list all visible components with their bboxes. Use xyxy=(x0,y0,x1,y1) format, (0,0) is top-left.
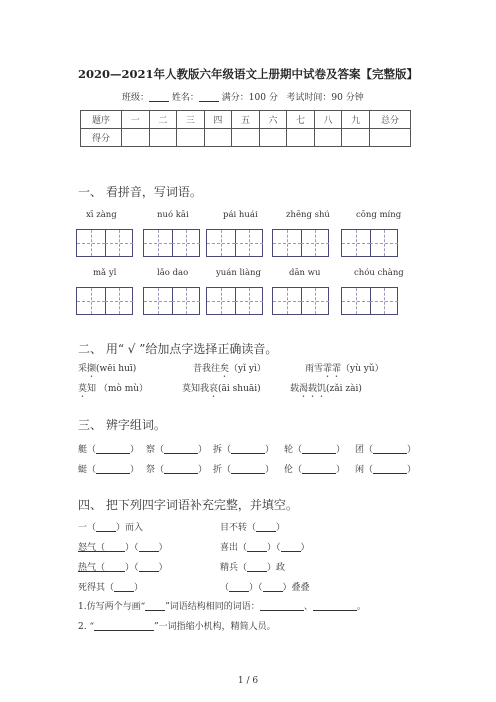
answer-blank[interactable] xyxy=(313,600,357,611)
score-header-cell: 八 xyxy=(314,111,342,129)
idiom-text: 一（ xyxy=(78,523,97,533)
page-number: 1 / 6 xyxy=(237,676,259,686)
item-options: 知 （mò mù） xyxy=(87,384,149,394)
question-text: 。 xyxy=(356,602,366,612)
writing-grid[interactable] xyxy=(143,287,200,315)
idiom-item[interactable] xyxy=(220,580,310,593)
item-options: (āi shuāi) xyxy=(218,384,261,394)
reading-item[interactable] xyxy=(78,381,148,400)
question-text: ”词语结构相同的词语： xyxy=(165,602,260,612)
idiom-text: 死得其（ xyxy=(78,583,115,593)
score-header-cell: 五 xyxy=(232,111,260,129)
item-text: 雨雪 xyxy=(305,364,324,374)
char-item[interactable]: 拆（ ） xyxy=(213,445,275,455)
writing-grid[interactable] xyxy=(143,229,200,257)
char: 蜓 xyxy=(78,465,88,475)
score-cell[interactable] xyxy=(314,129,342,147)
char: 折 xyxy=(213,465,223,475)
pinyin-label: mǎ yǐ xyxy=(93,268,117,278)
writing-grid[interactable] xyxy=(272,287,329,315)
score-cell[interactable] xyxy=(232,129,260,147)
section1-heading: 一、 看拼音，写词语。 xyxy=(78,185,202,199)
char-item[interactable]: 闲（ ） xyxy=(355,465,417,475)
answer-blank[interactable] xyxy=(260,600,304,611)
idiom-text: ）（ xyxy=(125,563,139,573)
char: 艇 xyxy=(78,445,88,455)
char-item[interactable]: 蜓（ ） xyxy=(78,465,140,475)
score-cell[interactable] xyxy=(122,129,150,147)
idiom-item[interactable] xyxy=(220,520,285,533)
idiom-text: 喜出（ xyxy=(220,543,248,553)
question-text: 、 xyxy=(303,602,313,612)
section3-heading: 三、 辨字组词。 xyxy=(78,418,166,432)
idiom-text: ）（ xyxy=(249,583,263,593)
exam-info xyxy=(122,90,364,103)
score-header-cell: 九 xyxy=(342,111,370,129)
idiom-text: ）叠叠 xyxy=(282,583,310,593)
score-row-label: 得分 xyxy=(81,129,122,147)
section4-heading: 四、 把下列四字词语补充完整，并填空。 xyxy=(78,498,298,512)
char: 伦 xyxy=(284,465,294,475)
question-1 xyxy=(78,599,366,612)
score-header-cell: 一 xyxy=(122,111,150,129)
char-item[interactable]: 轮（ ） xyxy=(284,445,346,455)
score-cell[interactable] xyxy=(287,129,315,147)
reading-item[interactable] xyxy=(193,361,266,380)
idiom-text: ）（ xyxy=(125,543,139,553)
idiom-item[interactable] xyxy=(78,520,143,533)
pinyin-label: zhēng shú xyxy=(286,210,330,220)
char: 轮 xyxy=(284,445,294,455)
idiom-text: ） xyxy=(276,523,286,533)
char: 祭 xyxy=(146,465,156,475)
pinyin-label: nuó kāi xyxy=(157,210,189,220)
class-blank[interactable] xyxy=(149,91,169,102)
char-item[interactable]: 团（ ） xyxy=(355,445,417,455)
writing-grid[interactable] xyxy=(206,229,263,257)
item-options: (zǎi zài) xyxy=(326,384,362,394)
writing-grid[interactable] xyxy=(76,287,133,315)
char: 察 xyxy=(146,445,156,455)
writing-grid[interactable] xyxy=(206,287,263,315)
idiom-text: 热气（ xyxy=(78,563,106,573)
score-header-cell: 二 xyxy=(149,111,177,129)
score-cell[interactable] xyxy=(259,129,287,147)
dotted-char: 哀 xyxy=(209,384,219,394)
name-blank[interactable] xyxy=(199,91,219,102)
char-item[interactable]: 折（ ） xyxy=(213,465,275,475)
reading-item[interactable] xyxy=(182,381,261,400)
score-cell[interactable] xyxy=(370,129,411,147)
score-table xyxy=(80,110,411,147)
pinyin-label: lǎo dao xyxy=(157,268,189,278)
score-cell[interactable] xyxy=(204,129,232,147)
section2-heading: 二、 用“ √ ”给加点字选择正确读音。 xyxy=(78,342,278,356)
writing-grid[interactable] xyxy=(341,229,398,257)
dotted-char: 矣 xyxy=(220,364,230,374)
dotted-char: 霏霏 xyxy=(323,364,342,374)
score-header-cell: 题序 xyxy=(81,111,122,129)
idiom-text: ）而入 xyxy=(116,523,144,533)
pinyin-label: pái huái xyxy=(223,210,258,220)
question-2 xyxy=(78,619,276,632)
question-text: ”一词指缩小机构，精简人员。 xyxy=(154,622,276,632)
idiom-item[interactable] xyxy=(78,560,168,573)
idiom-text: （ xyxy=(220,583,230,593)
item-text: 莫知我 xyxy=(182,384,210,394)
item-options: (wēi huī) xyxy=(96,364,137,374)
idiom-text: ） xyxy=(300,543,310,553)
writing-grid[interactable] xyxy=(76,229,133,257)
question-text: 1.仿写两个与画“ xyxy=(78,602,146,612)
item-text: 采 xyxy=(78,364,88,374)
pinyin-label: dān wu xyxy=(289,268,321,278)
pinyin-label: yuán liàng xyxy=(216,268,261,278)
score-header-cell: 总分 xyxy=(370,111,411,129)
page-title: 2020—2021年人教版六年级语文上册期中试卷及答案【完整版】 xyxy=(77,67,418,81)
answer-blank[interactable] xyxy=(94,620,154,631)
pinyin-label: xī zàng xyxy=(86,210,117,220)
idiom-text: 怒气（ xyxy=(78,543,106,553)
idiom-text: ） xyxy=(158,543,168,553)
dotted-char: 渴载饥 xyxy=(299,384,327,394)
writing-grid[interactable] xyxy=(272,229,329,257)
idiom-item[interactable] xyxy=(78,540,168,553)
pinyin-label: cōng míng xyxy=(356,210,402,220)
writing-grid[interactable] xyxy=(341,287,398,315)
char: 闲 xyxy=(355,465,365,475)
idiom-text: 目不转（ xyxy=(220,523,257,533)
reading-item[interactable] xyxy=(305,361,384,380)
class-label: 班级： xyxy=(122,93,150,103)
idiom-text: ） xyxy=(158,563,168,573)
char: 拆 xyxy=(213,445,223,455)
name-label: 姓名： xyxy=(171,93,199,103)
item-text: 昔我往 xyxy=(193,364,221,374)
idiom-item[interactable] xyxy=(220,560,285,573)
idiom-text: ）政 xyxy=(267,563,286,573)
score-cell[interactable] xyxy=(149,129,177,147)
score-header-cell: 七 xyxy=(287,111,315,129)
score-table-score-row xyxy=(81,129,411,147)
idiom-item[interactable] xyxy=(78,580,143,593)
item-text: 载 xyxy=(290,384,300,394)
char-item[interactable]: 祭（ ） xyxy=(146,465,208,475)
score-header-cell: 四 xyxy=(204,111,232,129)
full-score: 满分：100 分 xyxy=(221,93,278,103)
item-options: （yù yǔ） xyxy=(341,364,384,374)
item-options: （yǐ yì） xyxy=(229,364,266,374)
reading-item[interactable] xyxy=(78,361,136,380)
idiom-item[interactable] xyxy=(220,540,310,553)
char-item[interactable]: 伦（ ） xyxy=(284,465,346,475)
char: 团 xyxy=(355,445,365,455)
score-cell[interactable] xyxy=(342,129,370,147)
pinyin-label: chóu chàng xyxy=(354,268,404,278)
question-text: 2. “ xyxy=(78,622,95,632)
idiom-text: ） xyxy=(134,583,144,593)
score-header-cell: 六 xyxy=(259,111,287,129)
exam-time: 考试时间：90 分钟 xyxy=(286,93,364,103)
idiom-text: 精兵（ xyxy=(220,563,248,573)
idiom-text: ）（ xyxy=(267,543,281,553)
score-table-header-row xyxy=(81,111,411,129)
char-item[interactable]: 察（ ） xyxy=(146,445,208,455)
reading-item[interactable] xyxy=(290,381,362,400)
score-header-cell: 三 xyxy=(177,111,205,129)
char-item[interactable]: 艇（ ） xyxy=(78,445,140,455)
dotted-char: 莫 xyxy=(78,384,88,394)
dotted-char: 撷 xyxy=(87,364,97,374)
score-cell[interactable] xyxy=(177,129,205,147)
